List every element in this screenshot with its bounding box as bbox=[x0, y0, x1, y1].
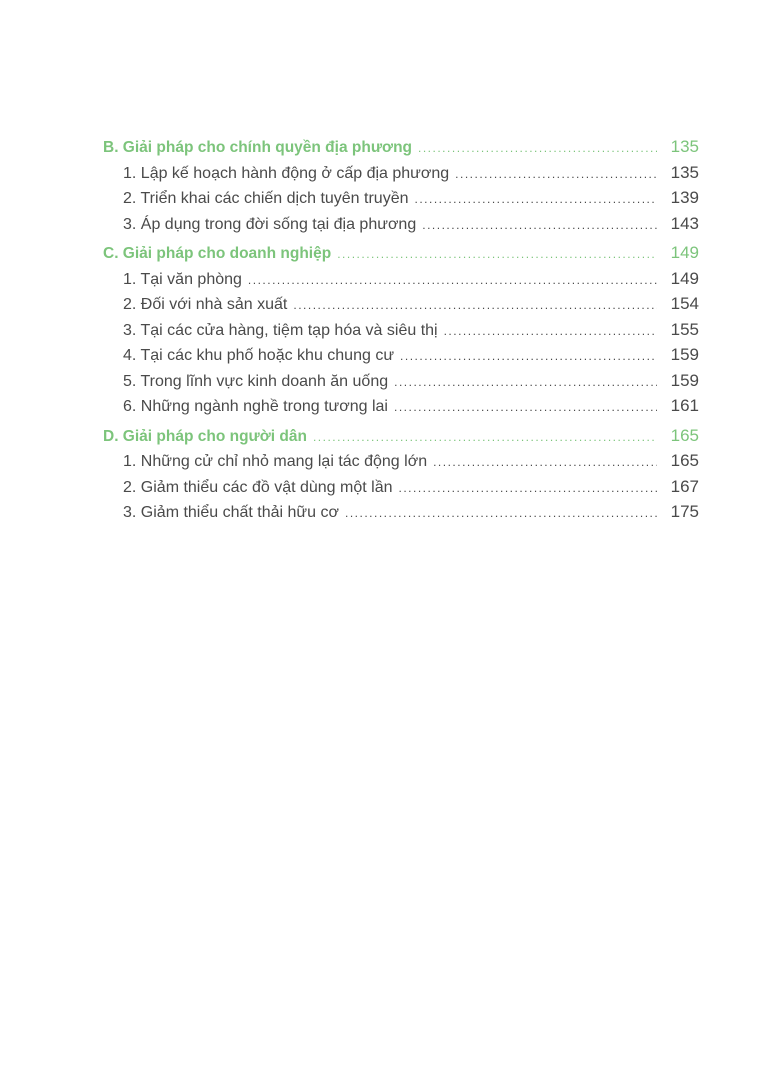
toc-item-label: 2. Giảm thiểu các đồ vật dùng một lần bbox=[123, 478, 393, 496]
toc-page-number: 154 bbox=[670, 294, 699, 313]
toc-item[interactable] bbox=[103, 393, 699, 419]
toc-item[interactable] bbox=[103, 160, 699, 186]
toc-item-label: 3. Tại các cửa hàng, tiệm tạp hóa và siêu thị bbox=[123, 321, 438, 339]
toc-leader-dots bbox=[400, 344, 657, 368]
toc-leader-dots bbox=[444, 319, 657, 343]
toc-leader-dots bbox=[433, 450, 657, 474]
toc-item-label: 3. Áp dụng trong đời sống tại địa phương bbox=[123, 215, 417, 233]
toc-page-number: 149 bbox=[670, 268, 699, 288]
toc-item[interactable] bbox=[103, 266, 699, 292]
toc-page-number: 135 bbox=[670, 137, 699, 156]
toc-item[interactable] bbox=[103, 474, 699, 500]
toc-leader-dots bbox=[248, 268, 657, 292]
toc-page-number: 149 bbox=[670, 243, 699, 262]
toc-leader-dots bbox=[415, 187, 658, 211]
toc-item-label: 2. Đối với nhà sản xuất bbox=[123, 296, 288, 313]
toc-leader-dots bbox=[345, 501, 657, 525]
toc-page-number: 165 bbox=[670, 451, 699, 470]
toc-item[interactable] bbox=[103, 499, 699, 525]
toc-section-title: C. Giải pháp cho doanh nghiệp bbox=[103, 245, 332, 262]
toc-page-number: 159 bbox=[670, 345, 699, 364]
toc-item-label: 5. Trong lĩnh vực kinh doanh ăn uống bbox=[123, 372, 389, 390]
toc-page-number: 143 bbox=[670, 213, 699, 233]
toc-section-c[interactable] bbox=[103, 240, 699, 266]
toc-page-number: 159 bbox=[670, 370, 699, 390]
toc-item[interactable] bbox=[103, 185, 699, 211]
toc-leader-dots bbox=[337, 242, 657, 266]
toc-item-label: 2. Triển khai các chiến dịch tuyên truyền bbox=[123, 190, 409, 207]
toc-leader-dots bbox=[394, 395, 657, 419]
toc-item[interactable] bbox=[103, 211, 699, 237]
toc-leader-dots bbox=[398, 476, 657, 500]
toc-leader-dots bbox=[455, 162, 657, 186]
toc-leader-dots bbox=[418, 136, 657, 160]
toc-leader-dots bbox=[313, 425, 657, 449]
toc-section-b[interactable] bbox=[103, 134, 699, 160]
toc-item[interactable] bbox=[103, 317, 699, 343]
toc-item[interactable] bbox=[103, 448, 699, 474]
toc-item[interactable] bbox=[103, 291, 699, 317]
toc-section-title: D. Giải pháp cho người dân bbox=[103, 427, 307, 445]
toc-item[interactable] bbox=[103, 368, 699, 394]
table-of-contents bbox=[103, 134, 699, 525]
toc-leader-dots bbox=[422, 213, 657, 237]
toc-item-label: 1. Những cử chỉ nhỏ mang lại tác động lớn bbox=[123, 453, 428, 470]
toc-page-number: 155 bbox=[670, 319, 699, 339]
toc-page-number: 139 bbox=[670, 188, 699, 207]
toc-item-label: 6. Những ngành nghề trong tương lai bbox=[123, 398, 388, 415]
toc-item-label: 1. Lập kế hoạch hành động ở cấp địa phương bbox=[123, 164, 450, 182]
toc-page-number: 165 bbox=[670, 425, 699, 445]
toc-page-number: 167 bbox=[670, 476, 699, 496]
toc-item-label: 3. Giảm thiểu chất thải hữu cơ bbox=[123, 504, 339, 521]
toc-leader-dots bbox=[293, 293, 657, 317]
toc-page-number: 175 bbox=[670, 502, 699, 521]
toc-section-d[interactable] bbox=[103, 423, 699, 449]
toc-section-title: B. Giải pháp cho chính quyền địa phương bbox=[103, 139, 413, 156]
toc-page-number: 161 bbox=[670, 396, 699, 415]
toc-page-number: 135 bbox=[670, 162, 699, 182]
toc-item-label: 4. Tại các khu phố hoặc khu chung cư bbox=[123, 347, 395, 364]
toc-item-label: 1. Tại văn phòng bbox=[123, 270, 242, 288]
toc-item[interactable] bbox=[103, 342, 699, 368]
toc-leader-dots bbox=[394, 370, 657, 394]
